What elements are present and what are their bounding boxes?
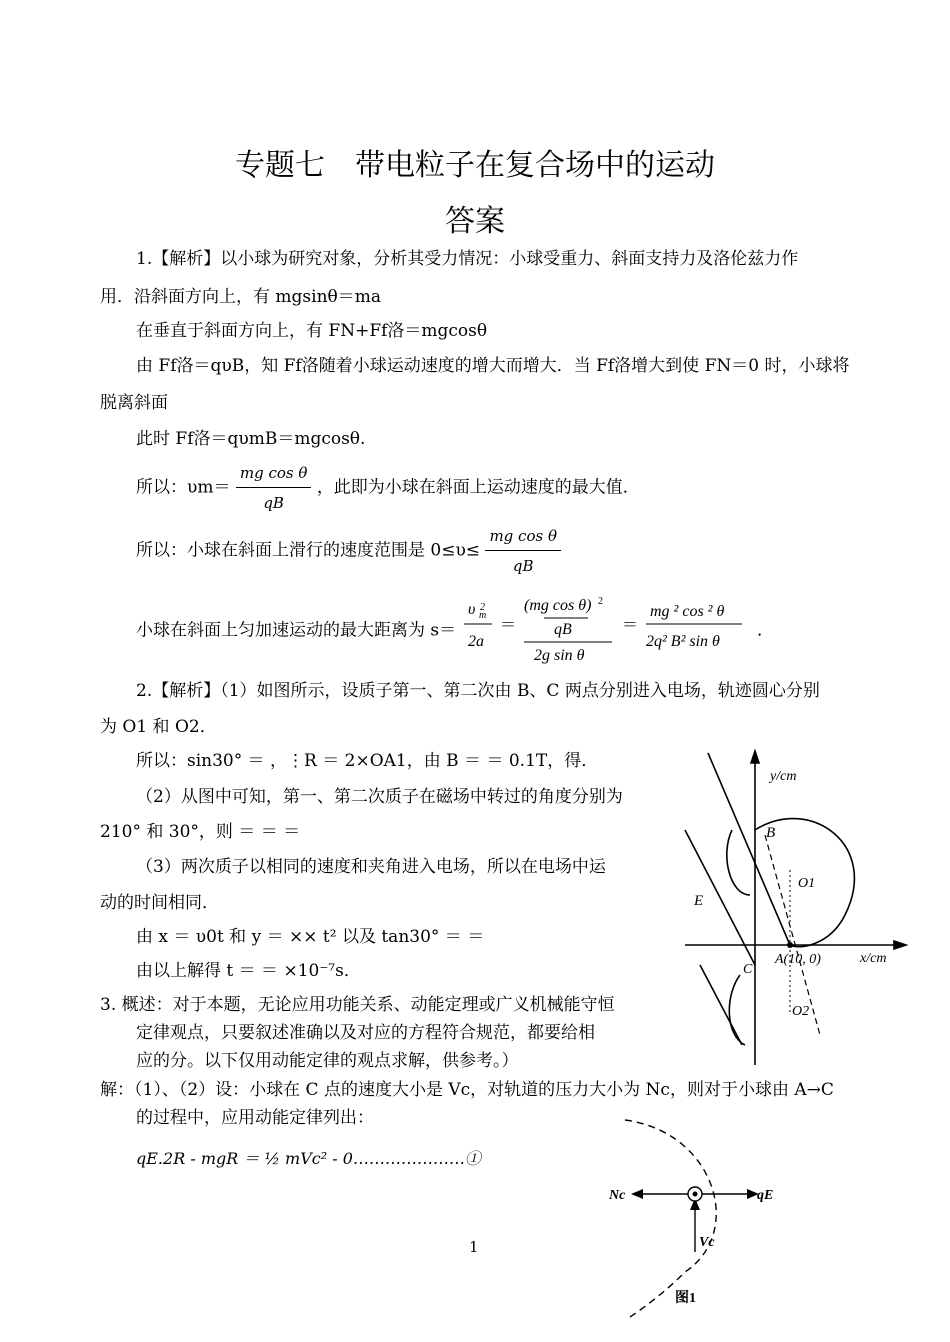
dashed-track <box>625 1120 716 1317</box>
max-distance-formula <box>462 596 752 666</box>
svg-text:2: 2 <box>597 596 603 607</box>
q1-line-7 <box>136 462 640 514</box>
q1-line-8-prefix: 所以：小球在斜面上滑行的速度范围是 0≤υ≤ <box>136 540 481 561</box>
q3-line-2: 定律观点，只要叙述准确以及对应的方程符合规范，都要给相 <box>136 1023 595 1043</box>
point-a-marker <box>787 942 793 948</box>
q1-line-3: 在垂直于斜面方向上，有 FN+Ff洛＝mgcosθ <box>136 321 488 341</box>
fraction-denominator: qB <box>512 557 534 575</box>
q1-line-5: 脱离斜面 <box>100 393 168 413</box>
q1-line-9-prefix: 小球在斜面上匀加速运动的最大距离为 s＝ <box>136 620 457 641</box>
center-o2-label: O2 <box>792 1004 810 1019</box>
v-range-fraction <box>485 525 561 577</box>
y-axis-label: y/cm <box>770 769 797 784</box>
q1-line-4: 由 Ff洛＝qυB，知 Ff洛随着小球运动速度的增大而增大．当 Ff洛增大到使 FN＝0 时，小球将 <box>136 356 850 376</box>
svg-text:2q² B² sin θ: 2q² B² sin θ <box>645 633 720 650</box>
q2-line-4: （2）从图中可知，第一、第二次质子在磁场中转过的角度分别为 <box>136 787 623 807</box>
svg-text:m: m <box>478 610 486 621</box>
page-subtitle: 答案 <box>445 204 505 239</box>
q1-line-1: 1.【解析】以小球为研究对象，分析其受力情况：小球受重力、斜面支持力及洛伦兹力作 <box>136 249 799 269</box>
point-b-label: B <box>766 825 776 841</box>
x-axis-label: x/cm <box>860 951 887 966</box>
q2-line-7: 动的时间相同． <box>100 893 219 913</box>
q1-line-9-suffix: ． <box>756 620 774 641</box>
velocity-label: Vc <box>699 1235 715 1250</box>
q3-line-5: 的过程中，应用动能定律列出： <box>136 1108 374 1128</box>
q2-line-2: 为 O1 和 O2． <box>100 717 217 737</box>
fraction-numerator: mg cos θ <box>485 525 561 551</box>
q2-line-8: 由 x ＝ υ0t 和 y ＝ ×× t² 以及 tan30° ＝ ＝ <box>136 927 485 947</box>
page-title: 专题七 带电粒子在复合场中的运动 <box>235 148 715 183</box>
fraction-denominator: qB <box>263 494 284 512</box>
q1-line-9 <box>136 596 774 666</box>
proton-path-diagram <box>680 745 910 1070</box>
energy-equation: qE.2R - mgR ＝ ½ mVc² - 0…………………① <box>136 1149 481 1168</box>
page-number: 1 <box>469 1238 479 1256</box>
svg-text:＝: ＝ <box>499 617 516 634</box>
svg-text:υ: υ <box>467 601 475 618</box>
center-o1-label: O1 <box>798 876 816 891</box>
q1-line-6: 此时 Ff洛＝qυmB＝mgcosθ. <box>136 429 366 449</box>
q1-line-7-suffix: ，此即为小球在斜面上运动速度的最大值． <box>316 477 640 498</box>
q1-line-8 <box>136 525 561 577</box>
point-c-label: C <box>743 962 753 977</box>
point-e-label: E <box>694 893 704 909</box>
q1-line-7-prefix: 所以：υm＝ <box>136 477 231 498</box>
svg-text:2: 2 <box>479 602 485 613</box>
svg-text:mg ² cos ² θ: mg ² cos ² θ <box>649 603 724 620</box>
q3-line-4: 解：（1）、（2）设：小球在 C 点的速度大小是 Vc，对轨道的压力大小为 Nc，则对于小球由 A→C <box>100 1080 834 1100</box>
fraction-numerator: mg cos θ <box>236 462 312 488</box>
vm-fraction <box>236 462 312 514</box>
q3-line-1: 3. 概述：对于本题，无论应用功能关系、动能定理或广义机械能守恒 <box>100 995 615 1015</box>
ball-center <box>693 1192 698 1197</box>
q2-line-6: （3）两次质子以相同的速度和夹角进入电场，所以在电场中运 <box>136 857 606 877</box>
field-line-3 <box>700 965 742 1045</box>
point-a-label: A(10, 0) <box>775 952 821 967</box>
q1-line-2: 用．沿斜面方向上，有 mgsinθ＝ma <box>100 287 382 307</box>
q2-line-9: 由以上解得 t ＝ ＝ ×10⁻⁷s． <box>136 961 361 981</box>
svg-text:＝: ＝ <box>621 617 638 634</box>
svg-text:qB: qB <box>553 621 572 638</box>
force-diagram <box>605 1112 805 1337</box>
svg-text:(mg cos θ): (mg cos θ) <box>523 597 591 614</box>
figure-caption: 图1 <box>675 1291 696 1306</box>
q2-line-3: 所以：sin30° ＝ ，⋮R ＝ 2×OA1，由 B ＝ ＝ 0.1T，得． <box>136 751 599 771</box>
svg-text:2a: 2a <box>467 633 484 650</box>
normal-force-label: Nc <box>609 1188 626 1203</box>
electric-force-label: qE <box>757 1188 774 1203</box>
x-axis-arrow <box>894 941 906 949</box>
y-axis-arrow <box>751 751 759 763</box>
q2-line-5: 210° 和 30°，则 ＝ ＝ ＝ <box>100 822 301 842</box>
q3-line-3: 应的分。以下仅用动能定律的观点求解，供参考。） <box>136 1051 519 1071</box>
q2-line-1: 2.【解析】（1）如图所示，设质子第一、第二次由 B、C 两点分别进入电场，轨迹圆心分别 <box>136 681 820 701</box>
svg-text:2g sin θ: 2g sin θ <box>533 647 585 664</box>
